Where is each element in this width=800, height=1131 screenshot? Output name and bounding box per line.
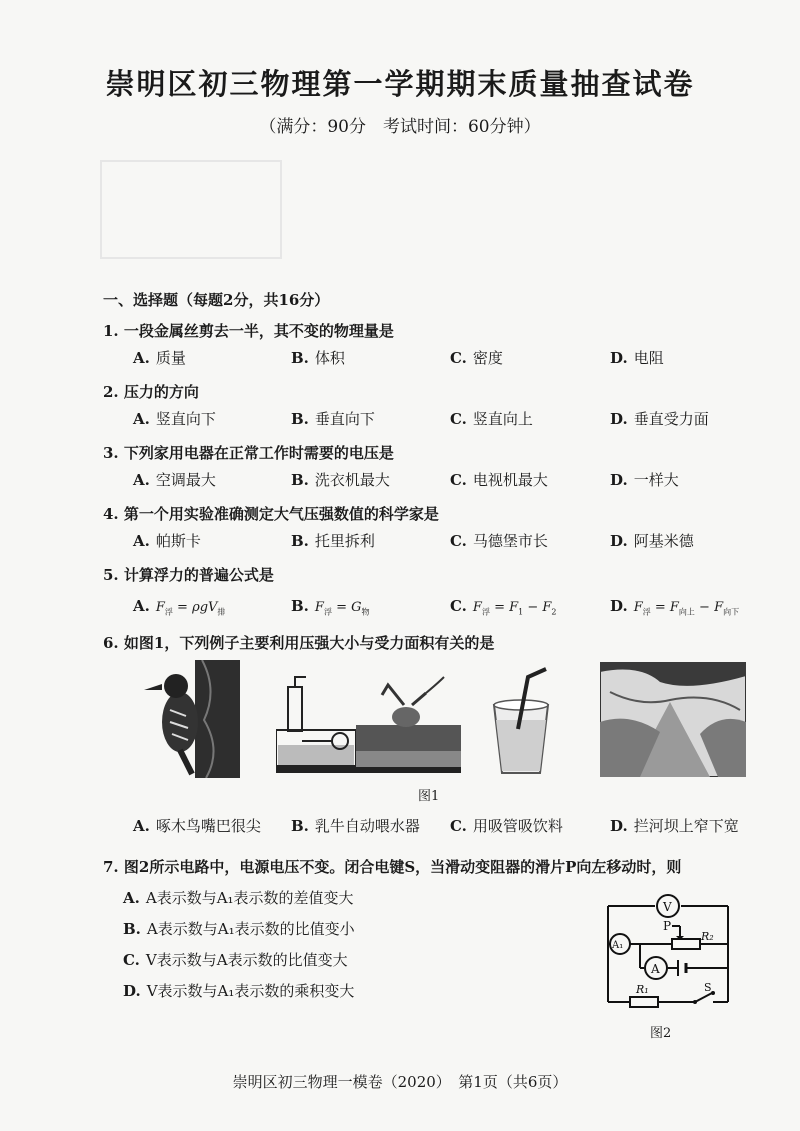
label-v: V xyxy=(663,900,672,914)
exam-info: （满分：90分 考试时间：60分钟） xyxy=(259,117,541,137)
q2-option-d: D. 垂直受力面 xyxy=(610,410,709,428)
resistor-r1 xyxy=(630,997,658,1007)
label-a: A xyxy=(651,962,660,976)
question-6-stem: 6. 如图1，下列例子主要利用压强大小与受力面积有关的是 xyxy=(103,634,495,652)
question-4-stem: 4. 第一个用实验准确测定大气压强数值的科学家是 xyxy=(103,505,439,523)
q6-option-c: C. 用吸管吸饮料 xyxy=(450,817,563,835)
q7-option-a: A. A表示数与A₁表示数的差值变大 xyxy=(123,889,354,907)
rheostat-r2 xyxy=(672,939,700,949)
q5-option-d: D. $F_浮 = F_{向上} - F_{向下}$ xyxy=(610,597,740,617)
q5-option-b: B. $F_浮 = G_物$ xyxy=(291,597,370,617)
page-title: 崇明区初三物理第一学期期末质量抽查试卷 xyxy=(105,67,695,101)
woodpecker-image xyxy=(140,660,244,778)
figure-1-caption: 图1 xyxy=(418,789,440,804)
label-a1: A₁ xyxy=(612,940,624,951)
question-3-stem: 3. 下列家用电器在正常工作时需要的电压是 xyxy=(103,444,394,462)
q2-option-b: B. 垂直向下 xyxy=(291,410,375,428)
q3-option-c: C. 电视机最大 xyxy=(450,471,548,489)
label-s: S xyxy=(704,981,712,994)
q4-option-a: A. 帕斯卡 xyxy=(133,532,201,550)
q6-option-b: B. 乳牛自动喂水器 xyxy=(291,817,420,835)
label-p: P xyxy=(663,919,672,933)
question-7-stem: 7. 图2所示电路中，电源电压不变。闭合电键S，当滑动变阻器的滑片P向左移动时，则 xyxy=(103,858,682,876)
label-r1: R₁ xyxy=(636,983,649,996)
figure-2-caption: 图2 xyxy=(650,1026,672,1041)
q5-option-c: C. $F_浮 = F_1 - F_2$ xyxy=(450,597,557,617)
q6-option-a: A. 啄木鸟嘴巴很尖 xyxy=(133,817,261,835)
question-5-stem: 5. 计算浮力的普遍公式是 xyxy=(103,566,274,584)
q1-option-a: A. 质量 xyxy=(133,349,186,367)
q3-option-a: A. 空调最大 xyxy=(133,471,216,489)
q4-option-c: C. 马德堡市长 xyxy=(450,532,548,550)
q2-option-a: A. 竖直向下 xyxy=(133,410,216,428)
cow-water-feeder-image xyxy=(276,675,461,775)
q1-option-c: C. 密度 xyxy=(450,349,503,367)
q1-option-b: B. 体积 xyxy=(291,349,345,367)
q2-option-c: C. 竖直向上 xyxy=(450,410,533,428)
q7-option-d: D. V表示数与A₁表示数的乘积变大 xyxy=(123,982,355,1000)
faded-stamp-box xyxy=(100,160,282,259)
q6-option-d: D. 拦河坝上窄下宽 xyxy=(610,817,739,835)
q7-option-b: B. A表示数与A₁表示数的比值变小 xyxy=(123,920,355,938)
drinking-straw-image xyxy=(488,665,554,778)
q5-option-a: A. $F_浮 = \rho gV_排$ xyxy=(133,597,226,617)
q1-option-d: D. 电阻 xyxy=(610,349,664,367)
circuit-diagram xyxy=(600,892,742,1017)
label-r2: R₂ xyxy=(701,930,714,943)
question-2-stem: 2. 压力的方向 xyxy=(103,383,199,401)
q7-option-c: C. V表示数与A表示数的比值变大 xyxy=(123,951,348,969)
page-footer: 崇明区初三物理一模卷（2020） 第1页（共6页） xyxy=(232,1073,568,1091)
question-1-stem: 1. 一段金属丝剪去一半，其不变的物理量是 xyxy=(103,322,394,340)
section-heading: 一、选择题（每题2分，共16分） xyxy=(103,291,330,309)
q4-option-d: D. 阿基米德 xyxy=(610,532,694,550)
q3-option-d: D. 一样大 xyxy=(610,471,679,489)
q3-option-b: B. 洗衣机最大 xyxy=(291,471,390,489)
dam-image xyxy=(600,662,746,777)
q4-option-b: B. 托里拆利 xyxy=(291,532,375,550)
